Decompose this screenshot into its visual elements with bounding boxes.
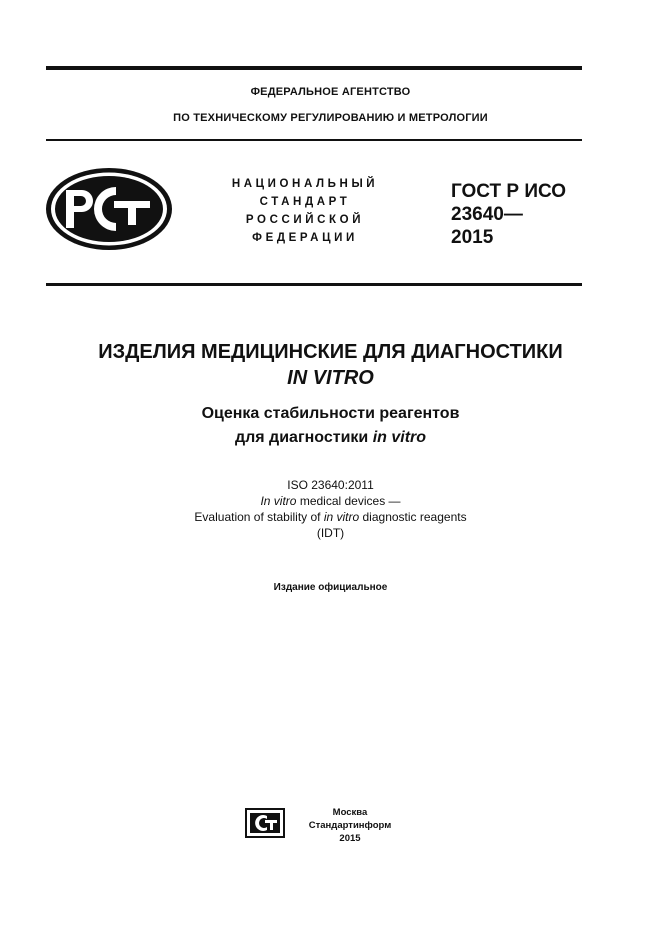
- edition-note: Издание официальное: [273, 582, 388, 593]
- designation-line-1: ГОСТ Р ИСО: [451, 181, 567, 202]
- top-rule: [46, 66, 582, 70]
- publisher-year: 2015: [339, 833, 361, 844]
- iso-title-line-2-suffix: diagnostic reagents: [359, 510, 467, 524]
- subtitle-line-2-italic: in vitro: [372, 429, 427, 446]
- standard-type-line-2: СТАНДАРТ: [259, 196, 351, 208]
- designation-line-3: 2015: [451, 227, 494, 248]
- iso-title-line-1: [0, 494, 661, 508]
- standard-type-line-1: НАЦИОНАЛЬНЫЙ: [231, 178, 379, 190]
- publisher-name: Стандартинформ: [308, 820, 392, 831]
- standartinform-logo-icon: [245, 808, 285, 843]
- header-rule: [46, 139, 582, 141]
- standard-type-line-4: ФЕДЕРАЦИИ: [252, 232, 358, 244]
- publisher-city: Москва: [332, 807, 368, 818]
- iso-number: ISO 23640:2011: [287, 478, 374, 492]
- iso-title-line-2: [0, 510, 661, 524]
- rst-logo-icon: [44, 166, 174, 257]
- agency-line-2: ПО ТЕХНИЧЕСКОМУ РЕГУЛИРОВАНИЮ И МЕТРОЛОГИИ: [173, 112, 488, 124]
- iso-title-line-2-italic: in vitro: [323, 510, 360, 524]
- subtitle-line-1: Оценка стабильности реагентов: [201, 405, 460, 422]
- subtitle-line-2: [0, 429, 661, 447]
- page-title-line-1: ИЗДЕЛИЯ МЕДИЦИНСКИЕ ДЛЯ ДИАГНОСТИКИ: [98, 341, 563, 363]
- body-rule: [46, 283, 582, 286]
- designation-line-2: 23640—: [451, 204, 523, 225]
- iso-idt: (IDT): [316, 526, 345, 540]
- standard-type-line-3: РОССИЙСКОЙ: [245, 214, 365, 226]
- iso-title-line-2-prefix: Evaluation of stability of: [194, 510, 324, 524]
- agency-line-1: ФЕДЕРАЛЬНОЕ АГЕНТСТВО: [250, 86, 411, 98]
- iso-title-line-1-rest: medical devices —: [296, 494, 401, 508]
- iso-title-line-1-italic: In vitro: [260, 494, 297, 508]
- page-title-line-2: IN VITRO: [287, 367, 374, 389]
- subtitle-line-2-prefix: для диагностики: [234, 429, 373, 446]
